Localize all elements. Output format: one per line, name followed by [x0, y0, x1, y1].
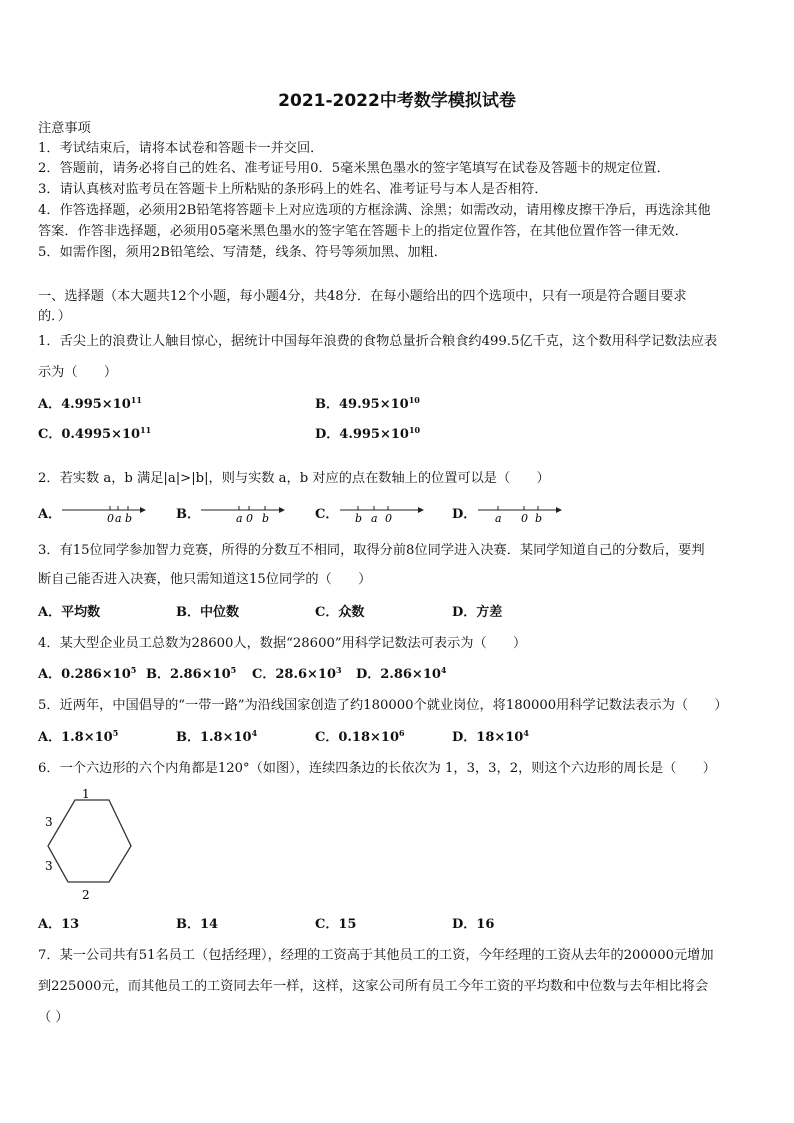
- q5-text: 5．近两年，中国倡导的“一带一路”为沿线国家创造了约180000个就业岗位，将180000用科学记数法表示为（ ）: [38, 698, 728, 713]
- q5-option-a: A．$1.8\times 10^5$: [38, 728, 119, 745]
- q3-text: 3．有15位同学参加智力竞赛，所得的分数互不相同，取得分前8位同学进入决赛．某同学知道自己的分数后，要判: [38, 543, 705, 558]
- q2-option-a-letter: A．: [38, 507, 62, 522]
- tick-label: b: [355, 512, 363, 525]
- notice-item-4-cont: 答案．作答非选择题，必须用05毫米黑色墨水的签字笔在答题卡上的指定位置作答，在其他位置作答一律无效．: [38, 224, 688, 239]
- q2-option-b-number-line: [197, 500, 287, 526]
- tick-label: b: [125, 512, 133, 525]
- section-heading-cont: 的．）: [38, 309, 71, 324]
- q3-text-cont: 断自己能否进入决赛，他只需知道这15位同学的（ ）: [38, 572, 372, 587]
- q6-hexagon-figure: [40, 784, 140, 902]
- q1-option-d: D．$4.995\times 10^{10}$: [315, 425, 421, 442]
- q1-option-c: C．$0.4995\times 10^{11}$: [38, 425, 152, 442]
- q2-option-d-number-line: [474, 500, 564, 526]
- q4-option-b: B．$2.86\times 10^5$: [146, 665, 237, 682]
- tick-label: a: [236, 512, 243, 525]
- notice-item-2: 2．答题前，请务必将自己的姓名、准考证号用0．5毫米黑色墨水的签字笔填写在试卷及答题卡的规定位置．: [38, 161, 670, 176]
- q2-option-c-number-line: [336, 500, 426, 526]
- q4-option-d: D．$2.86\times 10^4$: [356, 665, 447, 682]
- q3-option-b: B．中位数: [176, 605, 239, 620]
- tick-label: a: [371, 512, 378, 525]
- q6-text: 6．一个六边形的六个内角都是120°（如图），连续四条边的长依次为 1，3，3，2，则这个六边形的周长是（ ）: [38, 761, 716, 776]
- q6-option-c: C．15: [315, 917, 357, 932]
- tick-label: 0: [521, 512, 528, 525]
- notice-heading: 注意事项: [38, 121, 91, 136]
- q7-text: 7．某一公司共有51名员工（包括经理），经理的工资高于其他员工的工资，今年经理的工资从去年的200000元增加: [38, 948, 714, 963]
- q1-text: 1．舌尖上的浪费让人触目惊心，据统计中国每年浪费的食物总量折合粮食约499.5亿千克，这个数用科学记数法应表: [38, 334, 718, 349]
- q7-text-cont-2: （ ）: [38, 1010, 69, 1025]
- q3-option-a: A．平均数: [38, 605, 101, 620]
- notice-item-4: 4．作答选择题，必须用2B铅笔将答题卡上对应选项的方框涂满、涂黑；如需改动，请用橡皮擦干净后，再选涂其他: [38, 203, 711, 218]
- q3-option-c: C．众数: [315, 605, 365, 620]
- q6-option-d: D．16: [452, 917, 495, 932]
- q4-text: 4．某大型企业员工总数为28600人，数据“28600”用科学记数法可表示为（ ）: [38, 636, 527, 651]
- q2-option-a-number-line: [58, 500, 148, 526]
- q2-option-d-letter: D．: [452, 507, 477, 522]
- q2-text: 2．若实数 a，b 满足|a|>|b|，则与实数 a，b 对应的点在数轴上的位置可以是（ ）: [38, 471, 550, 486]
- q1-option-a: A．$4.995\times 10^{11}$: [38, 395, 142, 412]
- q5-option-d: D．$18\times 10^4$: [452, 728, 529, 745]
- q5-option-b: B．$1.8\times 10^4$: [176, 728, 258, 745]
- tick-label: 0: [385, 512, 392, 525]
- q2-option-c-letter: C．: [315, 507, 339, 522]
- tick-label: b: [535, 512, 543, 525]
- section-heading: 一、选择题（本大题共12个小题，每小题4分，共48分．在每小题给出的四个选项中，只有一项是符合题目要求: [38, 289, 687, 304]
- q7-text-cont: 到225000元，而其他员工的工资同去年一样，这样，这家公司所有员工今年工资的平均数和中位数与去年相比将会: [38, 979, 709, 994]
- hexagon-side-label: 1: [82, 787, 90, 801]
- q6-option-b: B．14: [176, 917, 219, 932]
- notice-item-1: 1．考试结束后，请将本试卷和答题卡一并交回．: [38, 141, 324, 156]
- exam-title: 2021-2022中考数学模拟试卷: [278, 91, 516, 111]
- q4-option-c: C．$28.6\times 10^3$: [252, 665, 342, 682]
- q5-option-c: C．$0.18\times 10^6$: [315, 728, 405, 745]
- q3-option-d: D．方差: [452, 605, 503, 620]
- notice-item-3: 3．请认真核对监考员在答题卡上所粘贴的条形码上的姓名、准考证号与本人是否相符．: [38, 182, 548, 197]
- q4-option-a: A．$0.286\times 10^5$: [38, 665, 137, 682]
- tick-label: 0: [107, 512, 114, 525]
- q1-text-cont: 示为（ ）: [38, 365, 118, 380]
- notice-item-5: 5．如需作图，须用2B铅笔绘、写清楚，线条、符号等须加黑、加粗．: [38, 245, 447, 260]
- tick-label: a: [115, 512, 122, 525]
- q6-option-a: A．13: [38, 917, 80, 932]
- tick-label: 0: [246, 512, 253, 525]
- hexagon-side-label: 3: [45, 859, 53, 873]
- hexagon-side-label: 2: [82, 888, 90, 902]
- tick-label: a: [495, 512, 502, 525]
- q1-option-b: B．$49.95\times 10^{10}$: [315, 395, 420, 412]
- hexagon-side-label: 3: [45, 815, 53, 829]
- q2-option-b-letter: B．: [176, 507, 200, 522]
- tick-label: b: [262, 512, 270, 525]
